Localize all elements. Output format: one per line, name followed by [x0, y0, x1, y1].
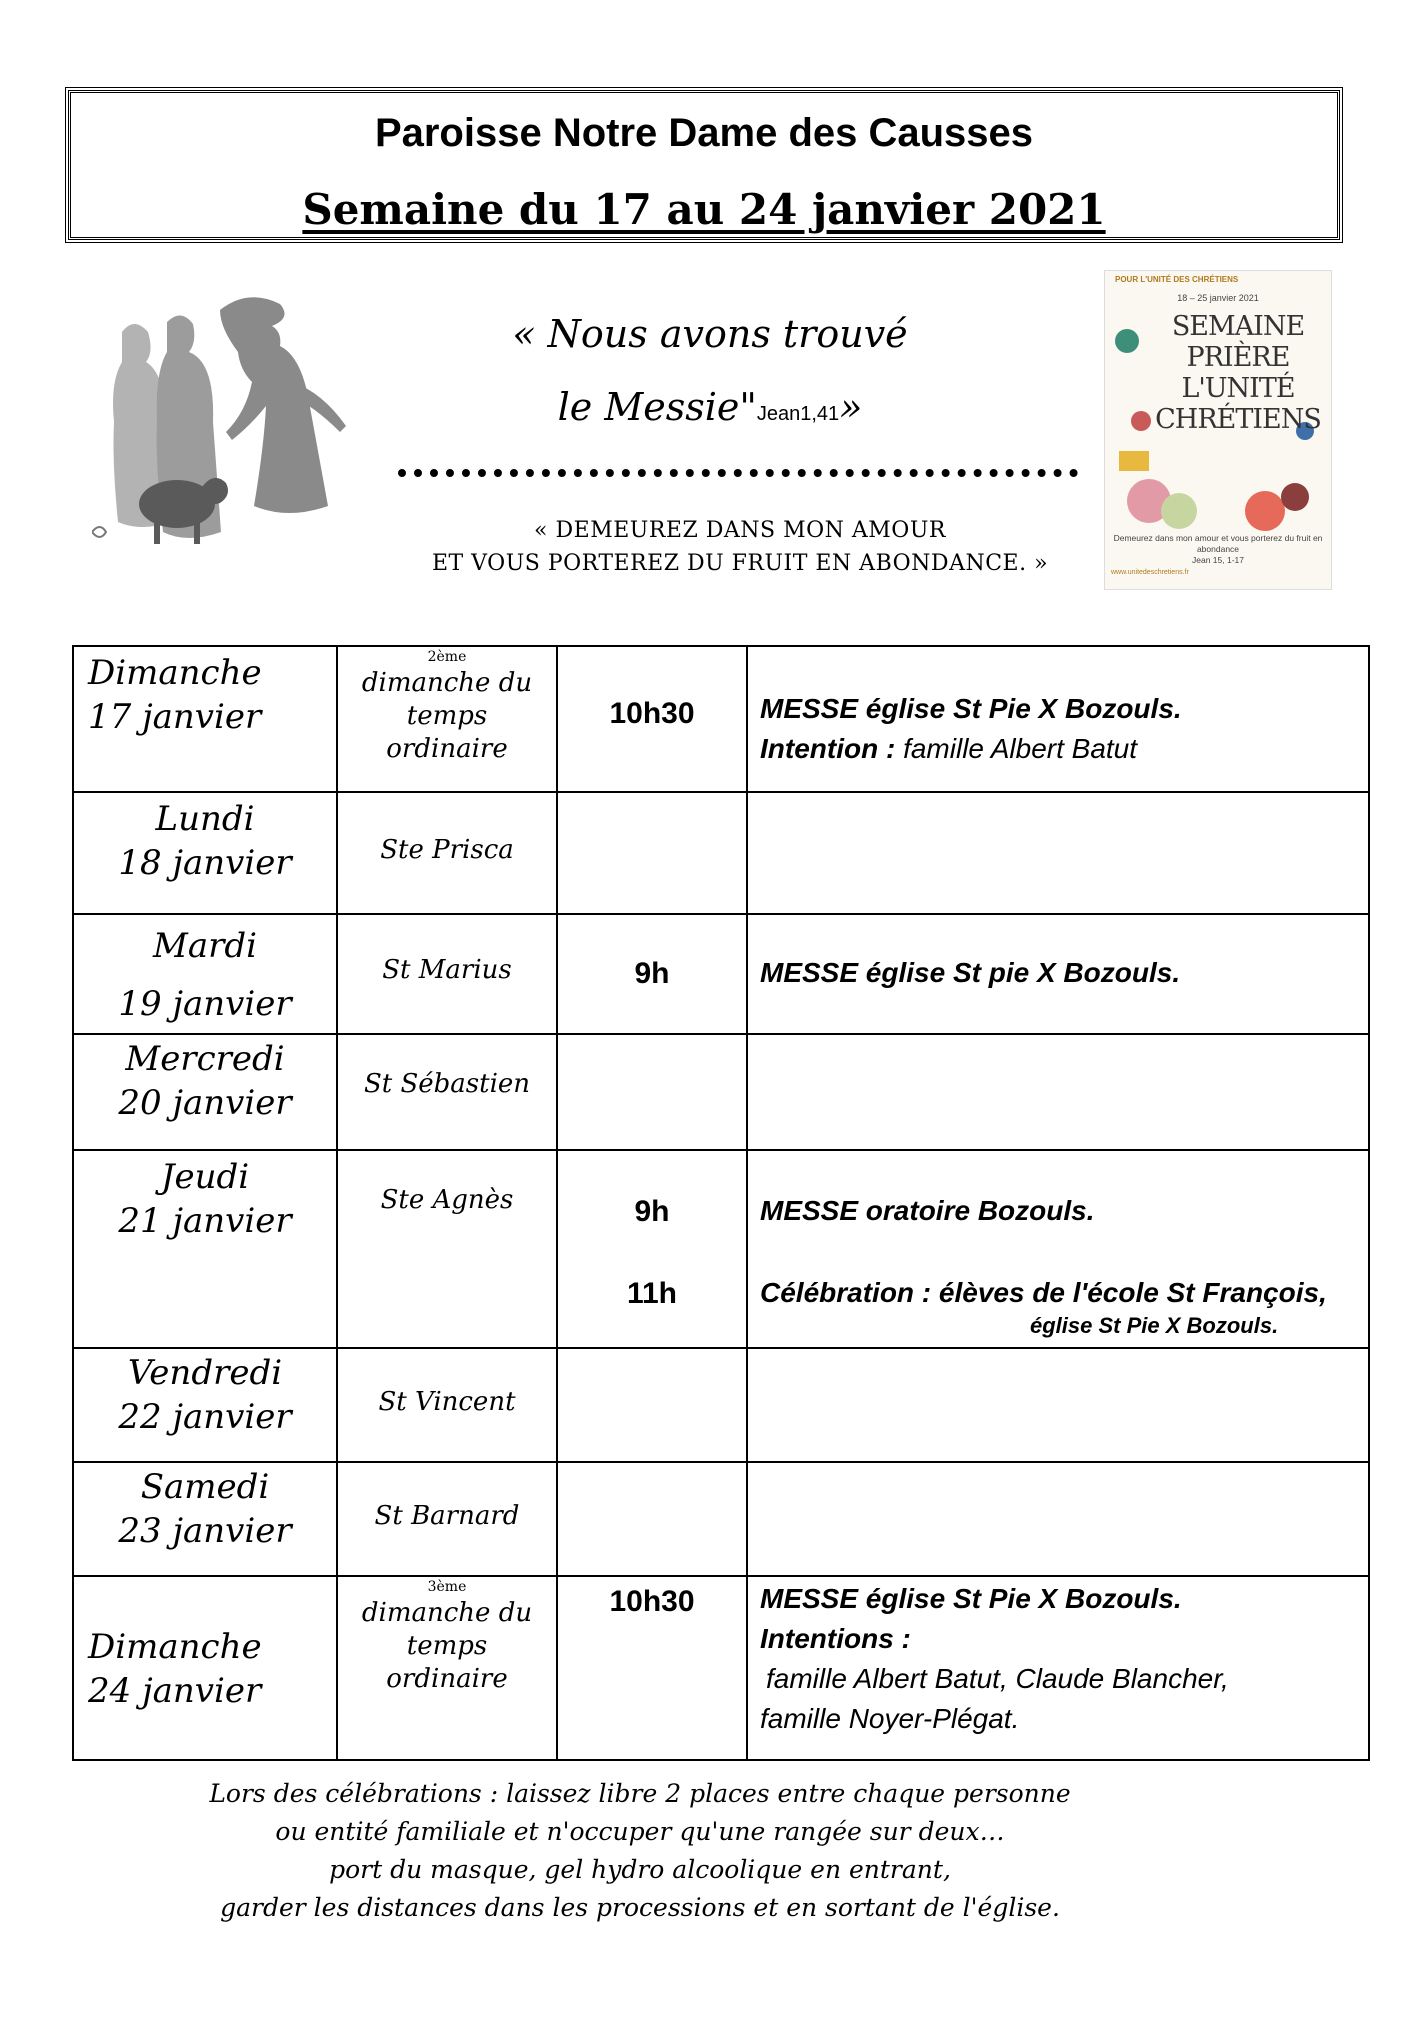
time-cell: 10h30 [557, 1576, 747, 1760]
saint-cell: St Barnard [337, 1462, 557, 1576]
event-cell [747, 1034, 1369, 1150]
event-cell [747, 1348, 1369, 1462]
saint-cell: $^{3ème}$ dimanche du temps ordinaire [337, 1576, 557, 1760]
saint-cell: St Vincent [337, 1348, 557, 1462]
poster-top: POUR L'UNITÉ DES CHRÉTIENS [1115, 275, 1239, 284]
poster-date: 18 – 25 janvier 2021 [1177, 293, 1259, 303]
schedule-table [72, 645, 1370, 1761]
week-of-prayer-poster [1104, 270, 1332, 590]
event-cell [747, 1462, 1369, 1576]
motto-line-2: ET VOUS PORTEREZ DU FRUIT EN ABONDANCE. » [431, 551, 1049, 576]
day-cell: Vendredi 22 janvier [73, 1348, 337, 1462]
poster-motto: Demeurez dans mon amour et vous porterez du fruit en abondance Jean 15, 1-17 [1113, 533, 1323, 565]
event-cell [747, 792, 1369, 914]
quote-line-1: « Nous avons trouvé [512, 312, 908, 356]
day-cell: Mardi 19 janvier [73, 914, 337, 1034]
saint-cell: St Marius [337, 914, 557, 1034]
motto-line-1: « DEMEUREZ DANS MON AMOUR [534, 518, 946, 543]
table-row [73, 1034, 1369, 1150]
quote-reference: Jean1,41 [756, 403, 840, 425]
day-cell: Mercredi 20 janvier [73, 1034, 337, 1150]
saint-cell: $^{2ème}$ dimanche du temps ordinaire [337, 646, 557, 792]
time-cell: 9h [557, 914, 747, 1034]
poster-title: SEMAINE PRIÈRE L'UNITÉ CHRÉTIENS [1155, 311, 1321, 435]
time-cell [557, 1034, 747, 1150]
table-row [73, 1462, 1369, 1576]
table-row [73, 914, 1369, 1034]
poster-url: www.unitedeschretiens.fr [1111, 569, 1189, 576]
table-row [73, 1348, 1369, 1462]
time-cell [557, 792, 747, 914]
time-cell [557, 1348, 747, 1462]
table-row [73, 1150, 1369, 1348]
table-row [73, 792, 1369, 914]
table-row [73, 646, 1369, 792]
day-cell: Jeudi 21 janvier [73, 1150, 337, 1348]
table-row [73, 1576, 1369, 1760]
day-cell: Dimanche 17 janvier [73, 646, 337, 792]
day-cell: Dimanche 24 janvier [73, 1576, 337, 1760]
saint-cell: Ste Agnès [337, 1150, 557, 1348]
header-box [68, 90, 1340, 240]
day-cell: Samedi 23 janvier [73, 1462, 337, 1576]
saint-cell: St Sébastien [337, 1034, 557, 1150]
week-title: Semaine du 17 au 24 janvier 2021 [302, 185, 1106, 234]
footer-note: Lors des célébrations : laissez libre 2 places entre chaque personne ou entité familiale et n'occuper qu'une rangée sur deux… port du masque, gel hydro alcoolique en entrant, garder les distances dans les processions et en sortant de l'église. [209, 1779, 1071, 1922]
day-cell: Lundi 18 janvier [73, 792, 337, 914]
time-cell [557, 1462, 747, 1576]
quote-line-2: le Messie"Jean1,41» [557, 385, 863, 429]
saint-cell: Ste Prisca [337, 792, 557, 914]
time-cell: 9h 11h [557, 1150, 747, 1348]
event-cell: MESSE oratoire Bozouls. Célébration : élèves de l'école St François, église St Pie X Bozouls. [747, 1150, 1369, 1348]
dotted-separator [398, 455, 1078, 477]
event-cell: MESSE église St Pie X Bozouls. Intentions : famille Albert Batut, Claude Blancher, famille Noyer-Plégat. [747, 1576, 1369, 1760]
disciples-illustration [92, 282, 382, 552]
time-cell: 10h30 [557, 646, 747, 792]
event-cell: MESSE église St Pie X Bozouls. Intention : famille Albert Batut [747, 646, 1369, 792]
event-cell: MESSE église St pie X Bozouls. [747, 914, 1369, 1034]
parish-title: Paroisse Notre Dame des Causses [374, 111, 1034, 155]
